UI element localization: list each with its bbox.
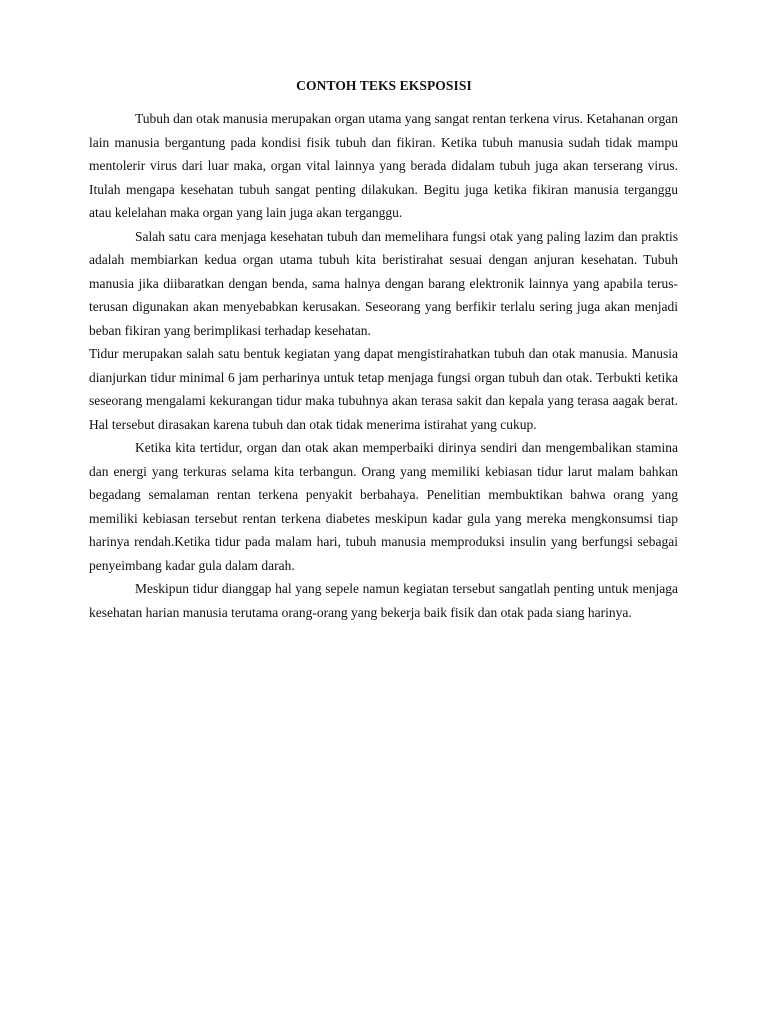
paragraph-3: Tidur merupakan salah satu bentuk kegiatan yang dapat mengistirahatkan tubuh dan otak manusia. Manusia dianjurkan tidur minimal 6 jam perharinya untuk tetap menjaga fungsi organ tubuh dan otak. Terbukti ketika seseorang mengalami kekurangan tidur maka tubuhnya akan terasa sakit dan kepala yang terasa aagak berat. Hal tersebut dirasakan karena tubuh dan otak tidak menerima istirahat yang cukup. (89, 346, 678, 432)
paragraph-2: Salah satu cara menjaga kesehatan tubuh dan memelihara fungsi otak yang paling lazim dan praktis adalah membiarkan kedua organ utama tubuh kita beristirahat sesuai dengan anjuran kesehatan. Tubuh manusia jika diibaratkan dengan benda, sama halnya dengan barang elektronik lainnya yang apabila terus-terusan digunakan akan menyebabkan kerusakan. Seseorang yang berfikir terlalu sering juga akan menjadi beban fikiran yang berimplikasi terhadap kesehatan. (89, 228, 678, 338)
paragraph-4: Ketika kita tertidur, organ dan otak akan memperbaiki dirinya sendiri dan mengembalikan stamina dan energi yang terkuras selama kita terbangun. Orang yang memiliki kebiasan tidur larut malam bahkan begadang semalaman rentan terkena penyakit berbahaya. Penelitian membuktikan bahwa orang yang memiliki kebiasan tersebut rentan terkena diabetes meskipun kadar gula yang mereka mengkonsumsi tiap harinya rendah.Ketika tidur pada malam hari, tubuh manusia memproduksi insulin yang berfungsi sebagai penyeimbang kadar gula dalam darah. (89, 440, 678, 573)
document-body (89, 107, 678, 624)
document-title: CONTOH TEKS EKSPOSISI (296, 78, 472, 93)
paragraph-1: Tubuh dan otak manusia merupakan organ utama yang sangat rentan terkena virus. Ketahanan organ lain manusia bergantung pada kondisi fisik tubuh dan fikiran. Ketika tubuh manusia sudah tidak mampu mentolerir virus dari luar maka, organ vital lainnya yang berada didalam tubuh juga akan terserang virus. Itulah mengapa kesehatan tubuh sangat penting dilakukan. Begitu juga ketika fikiran manusia terganggu atau kelelahan maka organ yang lain juga akan terganggu. (89, 111, 678, 220)
paragraph-5: Meskipun tidur dianggap hal yang sepele namun kegiatan tersebut sangatlah penting untuk menjaga kesehatan harian manusia terutama orang-orang yang bekerja baik fisik dan otak pada siang harinya. (89, 581, 678, 620)
